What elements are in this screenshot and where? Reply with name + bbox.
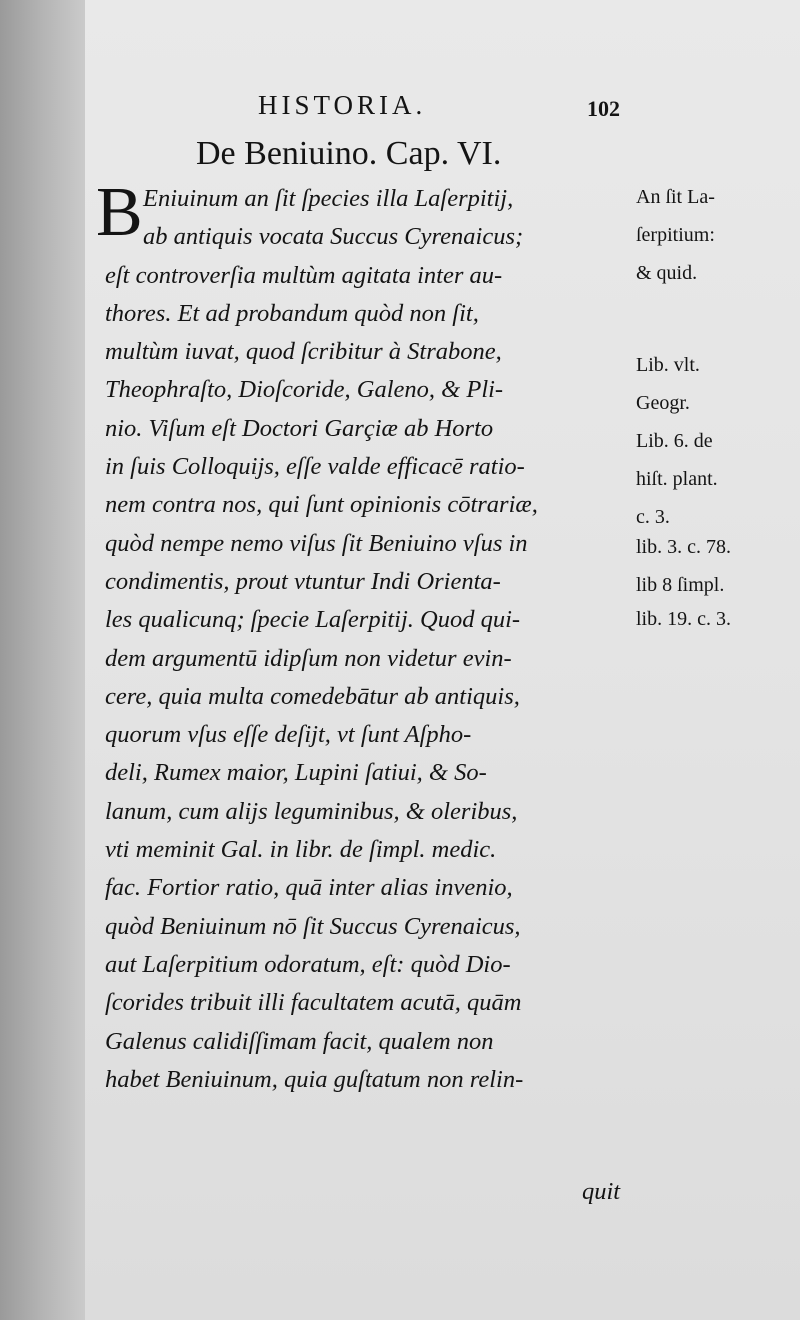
text-line: ab antiquis vocata Succus Cyrenaicus; (143, 223, 524, 251)
catchword: quit (582, 1178, 621, 1205)
page-number: 102 (587, 96, 620, 121)
margin-note-line: Geogr. (636, 392, 690, 414)
text-line: fac. Fortior ratio, quā inter alias invenio, (105, 874, 513, 902)
margin-note-line: ſerpitium: (636, 224, 715, 246)
text-line: les qualicunq; ſpecie Laſerpitij. Quod qui- (105, 606, 521, 634)
text-line: habet Beniuinum, quia guſtatum non relin- (105, 1065, 524, 1093)
text-line: deli, Rumex maior, Lupini ſatiui, & So- (105, 759, 487, 787)
text-line: condimentis, prout vtuntur Indi Orienta- (105, 567, 501, 595)
text-line: lanum, cum alijs leguminibus, & oleribus, (105, 797, 518, 825)
text-line: cere, quia multa comedebātur ab antiquis, (105, 682, 520, 710)
text-line: quorum vſus eſſe deſijt, vt ſunt Aſpho- (105, 721, 472, 749)
text-line: Eniuinum an ſit ſpecies illa Laſerpitij, (143, 185, 514, 212)
text-line: dem argumentū idipſum non videtur evin- (105, 644, 512, 672)
text-line: quòd Beniuinum nō ſit Succus Cyrenaicus, (105, 912, 521, 940)
text-line: nem contra nos, qui ſunt opinionis cōtrariæ, (105, 491, 538, 519)
margin-note-line: lib. 19. c. 3. (636, 608, 731, 630)
margin-note-line: Lib. 6. de (636, 430, 713, 452)
margin-note-line: c. 3. (636, 506, 670, 528)
margin-note-line: hiſt. plant. (636, 468, 718, 490)
text-line: nio. Viſum eſt Doctori Garçiæ ab Horto (105, 414, 494, 442)
text-line: multùm iuvat, quod ſcribitur à Strabone, (105, 338, 502, 366)
text-line: Theophraſto, Dioſcoride, Galeno, & Pli- (105, 376, 504, 404)
drop-capital: B (96, 174, 143, 251)
text-line: thores. Et ad probandum quòd non ſit, (105, 299, 479, 327)
text-line: ſcorides tribuit illi facultatem acutā, quām (105, 989, 522, 1017)
text-line: aut Laſerpitium odoratum, eſt: quòd Dio- (105, 950, 511, 978)
running-head: HISTORIA. (258, 90, 427, 120)
text-line: vti meminit Gal. in libr. de ſimpl. medic. (105, 836, 497, 864)
text-line: in ſuis Colloquijs, eſſe valde efficacē ratio- (105, 453, 525, 481)
text-line: Galenus calidiſſimam facit, qualem non (105, 1027, 494, 1055)
margin-note-line: & quid. (636, 262, 698, 284)
margin-note-line: Lib. vlt. (636, 354, 700, 376)
chapter-title: De Beniuino. Cap. VI. (196, 135, 502, 172)
margin-note-line: lib. 3. c. 78. (636, 536, 731, 558)
margin-note-line: lib 8 ſimpl. (636, 574, 725, 596)
body-text (105, 180, 630, 1099)
margin-note-line: An ſit La- (636, 186, 715, 208)
text-line: eſt controverſia multùm agitata inter au- (105, 261, 503, 289)
text-line: quòd nempe nemo viſus ſit Beniuino vſus in (105, 529, 528, 557)
